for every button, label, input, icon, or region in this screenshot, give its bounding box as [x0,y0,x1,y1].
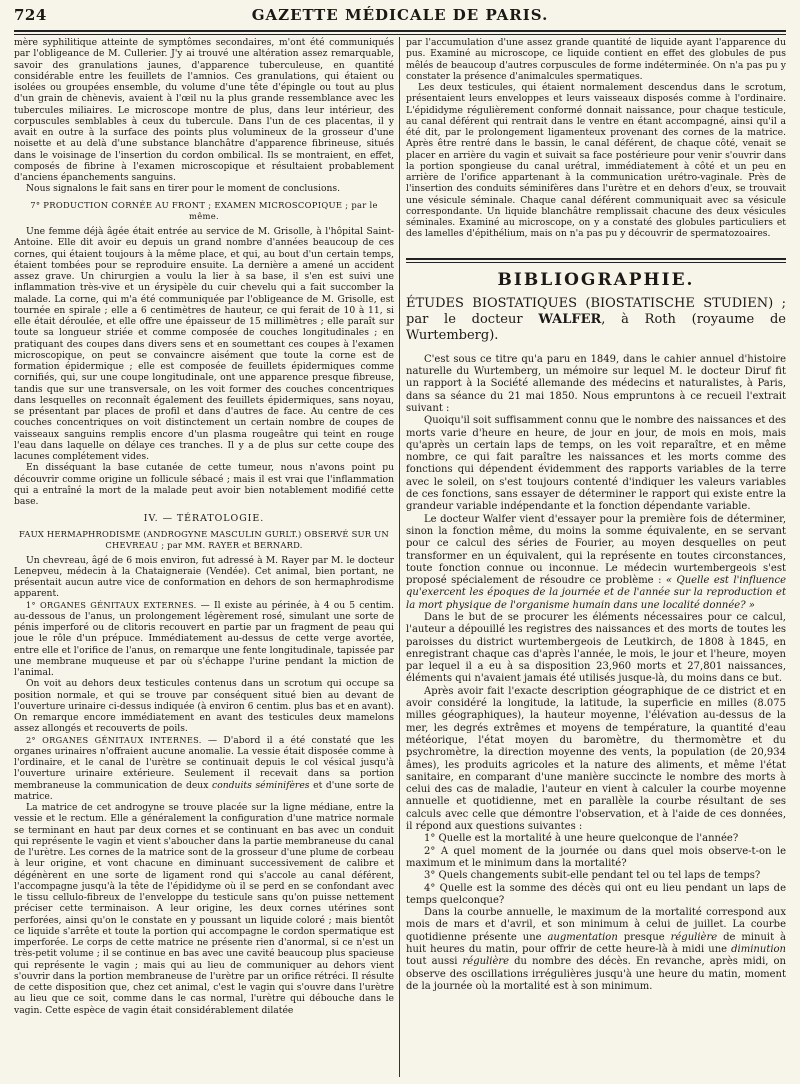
paragraph: Quoiqu'il soit suffisamment connu que le nombre des naissances et des morts varie d'heure en heure, de jour en jour, de mois en mois, mais qu'après un certain laps de temps, on les voit reparaître, et en même nombre, ce qui fait paraître les naissances et les morts comme des fonctions qui dépendent évidemment des rapports variables de la terre avec le soleil, on s'est toujours contenté d'indiquer les valeurs variables de ces fonctions, sans essayer de déterminer le rapport qui existe entre la grandeur variable indépendante et la fonction dépendante variable. [406,415,786,513]
page-number: 724 [14,6,47,24]
question-item: 4° Quelle est la somme des décès qui ont eu lieu pendant un laps de temps quelconque? [406,882,786,906]
paragraph: Les deux testicules, qui étaient normalement descendus dans le scrotum, présentaient leurs enveloppes et leurs vaisseaux disposés comme à l'ordinaire. L'épididyme régulièrement conformé donnait naissance, pour chaque testicule, au canal déférent qui rentrait dans le ventre en étant accompagné, ainsi qu'il a été dit, par le prolongement ligamenteux provenant des cornes de la matrice. Après être rentré dans le bassin, le canal déférent, de chaque côté, venait se placer en arrière du vagin et suivait sa face postérieure pour venir s'ouvrir dans la portion spongieuse du canal urétral, immédiatement à côté et un peu en arrière de l'orifice appartenant à la communication urétro-vaginale. Près de l'insertion des conduits séminifères dans l'urètre et en dehors d'eux, se trouvait une vésicule séminale. Chaque canal déférent communiquait avec sa vésicule correspondante. Un liquide blanchâtre remplissait chacune des deux vésicules séminales. Examiné au microscope, on y a constaté des globules particuliers et des lamelles d'épithélium, mais on n'a pas pu y découvrir de spermatozoaires. [406,82,786,240]
page-header [14,6,786,32]
review-body [406,354,786,993]
header-rule [14,34,786,35]
review-title [406,296,786,344]
journal-title: GAZETTE MÉDICALE DE PARIS. [251,6,549,24]
paragraph: C'est sous ce titre qu'a paru en 1849, dans le cahier annuel d'histoire naturelle du Wurtemberg, un mémoire sur lequel M. le docteur Diruf fit un rapport à la Société allemande des médecins et naturalistes, à Paris, dans sa séance du 21 mai 1850. Nous empruntons à ce recueil l'extrait suivant : [406,353,786,414]
paragraph: La matrice de cet androgyne se trouve placée sur la ligne médiane, entre la vessie et le rectum. Elle a généralement la configuration d'une matrice normale se terminant en haut par deux cornes et se continuant en bas avec un conduit qui représente le vagin et vient s'aboucher dans la partie membraneuse du canal de l'urètre. Les cornes de la matrice sont de la grosseur d'une plume de corbeau à leur origine, et vont chacune en diminuant successivement de calibre et dégénèrent en une sorte de ligament rond qui s'accole au canal déférent, l'accompagne jusqu'à la tête de l'épididyme où il se perd en se confondant avec le tissu cellulo-fibreux de l'enveloppe du testicule sans qu'on puisse nettement préciser cette terminaison. A leur origine, les deux cornes utérines sont perforées, ainsi qu'on le constate en y poussant un liquide coloré ; mais bientôt ce liquide s'arrête et toute la portion qui accompagne le cordon spermatique est imperforée. Le corps de cette matrice ne présente rien d'anormal, si ce n'est un très-petit volume ; il se continue en bas avec une cavité beaucoup plus spacieuse qui représente le vagin ; mais qui au lieu de communiquer au dehors vient s'ouvrir dans la portion membraneuse de l'urètre par un orifice rétréci. Il résulte de cette disposition que, chez cet animal, c'est le vagin qui s'ouvre dans l'urètre au lieu que ce soit, comme dans le cas normal, l'urètre qui débouche dans le vagin. Cette espèce de vagin était considérablement dilatée [14,802,394,1016]
italic-term: diminution [731,944,786,955]
paragraph: par l'accumulation d'une assez grande quantité de liquide ayant l'apparence du pus. Examiné au microscope, ce liquide contient en effet des globules de pus mêlés de beaucoup d'autres corpuscules de forme indéterminée. On n'a pas pu y constater la présence d'animalcules spermatiques. [406,37,786,82]
paragraph: Un chevreau, âgé de 6 mois environ, fut adressé à M. Rayer par M. le docteur Lenepveu, médecin à la Chataigneraie (Vendée). Cet animal, bien portant, ne présentait aucun autre vice de conformation en dehors de son hermaphrodisme apparent. [14,554,394,600]
subsection-label: 1° ORGANES GÉNITAUX EXTERNES. [26,599,197,610]
paragraph: En disséquant la base cutanée de cette tumeur, nous n'avons point pu découvrir comme origine un follicule sébacé ; mais il est vrai que l'inflammation qui a entraîné la mort de la malade peut avoir bien notablement modifié cette base. [14,462,394,507]
two-column-body [14,37,786,1077]
review-title-text: ÉTUDES BIOSTATIQUES (BIOSTATISCHE STUDIEN) ; par le docteur [406,295,786,327]
italic-quote: « Quelle est l'influence qu'exercent les époques de la journée et de l'année sur la reproduction et la mort physique de l'organisme humain dans une localité donnée? » [406,575,786,611]
review-title-text: , à Roth (royaume de Wurtemberg). [406,311,786,343]
italic-term: régulière [670,931,718,943]
chapter-heading: IV. — TÉRATOLOGIE. [143,513,265,525]
paragraph: Nous signalons le fait sans en tirer pour le moment de conclusions. [26,183,341,195]
paragraph: Une femme déjà âgée était entrée au service de M. Grisolle, à l'hôpital Saint-Antoine. Elle dit avoir eu depuis un grand nombre d'années beaucoup de ces cornes, qui étaient toujours à la même place, et qui, au bout d'un certain temps, étaient tombées pour se reproduire ensuite. La dernière a amené un accident assez grave. Un chirurgien a voulu la lier à sa base, il s'en est suivi une inflammation très-vive et un érysipèle du cuir chevelu qui a fait succomber la malade. La corne, qui m'a été communiquée par l'obligeance de M. Grisolle, est tournée en spirale ; elle a 6 centimètres de hauteur, ce qui ferait de 10 à 11, si elle était déroulée, et elle offre une épaisseur de 15 millimètres ; elle paraît sur toute sa longueur striée et comme composée de couches longitudinales ; en pratiquant des coupes dans divers sens et en soumettant ces coupes à l'examen microscopique, on peut se convaincre aisément que toute la corne est de formation épidermique ; elle est composée de feuillets épidermiques comme cornifiés, qui, sur une coupe longitudinale, ont une apparence presque fibreuse, tandis que sur une transversale, on les voit former des couches concentriques dans lesquelles on reconnaît également des feuillets épidermiques, sans noyau, se présentant par places de profil et dans d'autres de face. Au centre de ces couches concentriques on voit distinctement un certain nombre de coupes de vaisseaux sanguins remplis encore d'un plasma rougeâtre qui teint en rouge l'eau dans laquelle on délaye ces tranches. Il y a de plus sur cette coupe des lacunes complétement vides. [14,226,394,462]
section-rule [406,258,786,260]
subsection-label: 2° ORGANES GÉNITAUX INTERNES. [26,734,202,745]
paragraph-text: tout aussi [406,956,463,968]
paragraph-text: presque [617,931,671,943]
left-column [14,37,399,1077]
question-item: 2° A quel moment de la journée ou dans quel mois observe-t-on le maximum et le minimum dans la mortalité? [406,845,786,869]
paragraph-text: de minuit à huit heures du matin, pour offrir de cette heure-là à midi une [406,931,786,955]
section-heading: 7° PRODUCTION CORNÉE AU FRONT ; EXAMEN MICROSCOPIQUE ; par le même. [30,199,378,221]
paragraph: On voit au dehors deux testicules contenus dans un scrotum qui occupe sa position normale, et qui se trouve par conséquent situé bien au devant de l'ouverture urinaire ci-dessus indiquée (à environ 6 centim. plus bas et en avant). On remarque encore immédiatement en avant des testicules deux mamelons assez allongés et recouverts de poils. [14,678,395,735]
paragraph-text: du nombre des décès. En revanche, après midi, on observe des oscillations irrégulières jusqu'à une heure du matin, moment de la journée où la mortalité est à son minimum. [406,956,786,992]
article-heading: FAUX HERMAPHRODISME (ANDROGYNE MASCULIN GURLT.) OBSERVÉ SUR UN CHEVREAU ; par MM. RAYER et BERNARD. [19,528,389,550]
paragraph [14,735,394,803]
paragraph: Dans le but de se procurer les éléments nécessaires pour ce calcul, l'auteur a dépouillé les registres des naissances et des morts de toutes les paroisses du district wurtembergeois de Leutkirch, de 1808 à 1845, en enregistrant chaque cas d'après l'année, le mois, le jour et l'heure, moyen par lequel il a eu à sa disposition 23,960 morts et 27,801 naissances, éléments qui n'avaient jamais été utilisés jusque-là, du moins dans ce but. [406,611,786,685]
paragraph [14,600,394,679]
italic-term: régulière [462,956,510,968]
paragraph: Après avoir fait l'exacte description géographique de ce district et en avoir considéré la longitude, la latitude, la superficie en milles (8.075 milles géographiques), la hauteur moyenne, l'élévation au-dessus de la mer, les degrés extrêmes et moyens de température, la quantité d'eau météorique, l'état moyen du baromètre, du thermomètre et du psychromètre, la direction moyenne des vents, la population (de 20,934 âmes), les produits agricoles et la nature des aliments, et même l'état sanitaire, en comparant d'une manière succincte le nombre des morts à celui des cas de maladie, l'auteur en vient à calculer la courbe moyenne annuelle et quotidienne, met en parallèle la courbe résultant de ses calculs avec celle que démontre l'observation, et à l'aide de ces données, il répond aux questions suivantes : [406,685,786,833]
section-rule [406,262,786,263]
paragraph-text: — D'abord il a été constaté que les organes urinaires n'offraient aucune anomalie. La vessie était disposée comme à l'ordinaire, et le canal de l'urètre se continuait depuis le col vésical jusqu'à l'ouverture urinaire extérieure. Seulement il recevait dans sa portion membraneuse la communication de deux [14,734,394,791]
bibliography-title: BIBLIOGRAPHIE. [497,269,695,290]
paragraph [406,907,786,993]
italic-term: augmentation [547,931,618,943]
italic-term: conduits séminifères [212,779,310,791]
paragraph-text: et d'une sorte de matrice. [14,779,394,802]
paragraph-text: — Il existe au périnée, à 4 ou 5 centim. au-dessous de l'anus, un prolongement légèrement rosé, simulant une sorte de pénis imperforé ou de clitoris recouvert en partie par un fragment de peau qui joue le rôle d'un prépuce. Immédiatement au-dessus de cette verge avortée, entre elle et l'orifice de l'anus, on remarque une fente longitudinale, tapissée par une membrane muqueuse et par où s'échappe l'urine pendant la miction de l'animal. [14,599,394,678]
paragraph-text: Le docteur Walfer vient d'essayer pour la première fois de déterminer, sinon la fonction même, du moins la somme équivalente, en se servant pour ce calcul des séries de Fourier, au moyen desquelles on peut transformer en un équivalent, qui la représente en toutes circonstances, toute fonction connue ou inconnue. Le médecin wurtembergeois s'est proposé spécialement de résoudre ce problème : [406,513,786,587]
author-name: WALFER [538,311,602,327]
question-item: 1° Quelle est la mortalité à une heure quelconque de l'année? [424,833,739,845]
question-item: 3° Quels changements subit-elle pendant tel ou tel laps de temps? [424,870,761,882]
right-column [399,37,786,1077]
paragraph: mère syphilitique atteinte de symptômes secondaires, m'ont été communiqués par l'obligeance de M. Cullerier. J'y ai trouvé une altération assez remarquable, savoir des granulations jaunes, d'apparence tuberculeuse, en quantité considérable entre les feuillets de l'amnios. Ces granulations, qui étaient ou isolées ou groupées ensemble, du volume d'une tête d'épingle ou tout au plus d'un grain de chènevis, avaient à l'œil nu la plus grande ressemblance avec les tubercules miliaires. Le microscope montre de plus, dans leur intérieur, des corpuscules semblables à ceux du tubercule. Dans l'un de ces placentas, il y avait en outre à la surface des points plus volumineux de la grosseur d'une noisette et au delà d'une substance blanchâtre d'apparence fibrineuse, situés dans le voisinage de l'insertion du cordon ombilical. Ils se montraient, en effet, composés de fibrine à l'examen microscopique et résultaient probablement d'anciens épanchements sanguins. [14,37,394,183]
paragraph-text: Dans la courbe annuelle, le maximum de la mortalité correspond aux mois de mars et d'avril, et son minimum à celui de juillet. La courbe quotidienne présente une [406,907,786,943]
paragraph [406,514,786,612]
